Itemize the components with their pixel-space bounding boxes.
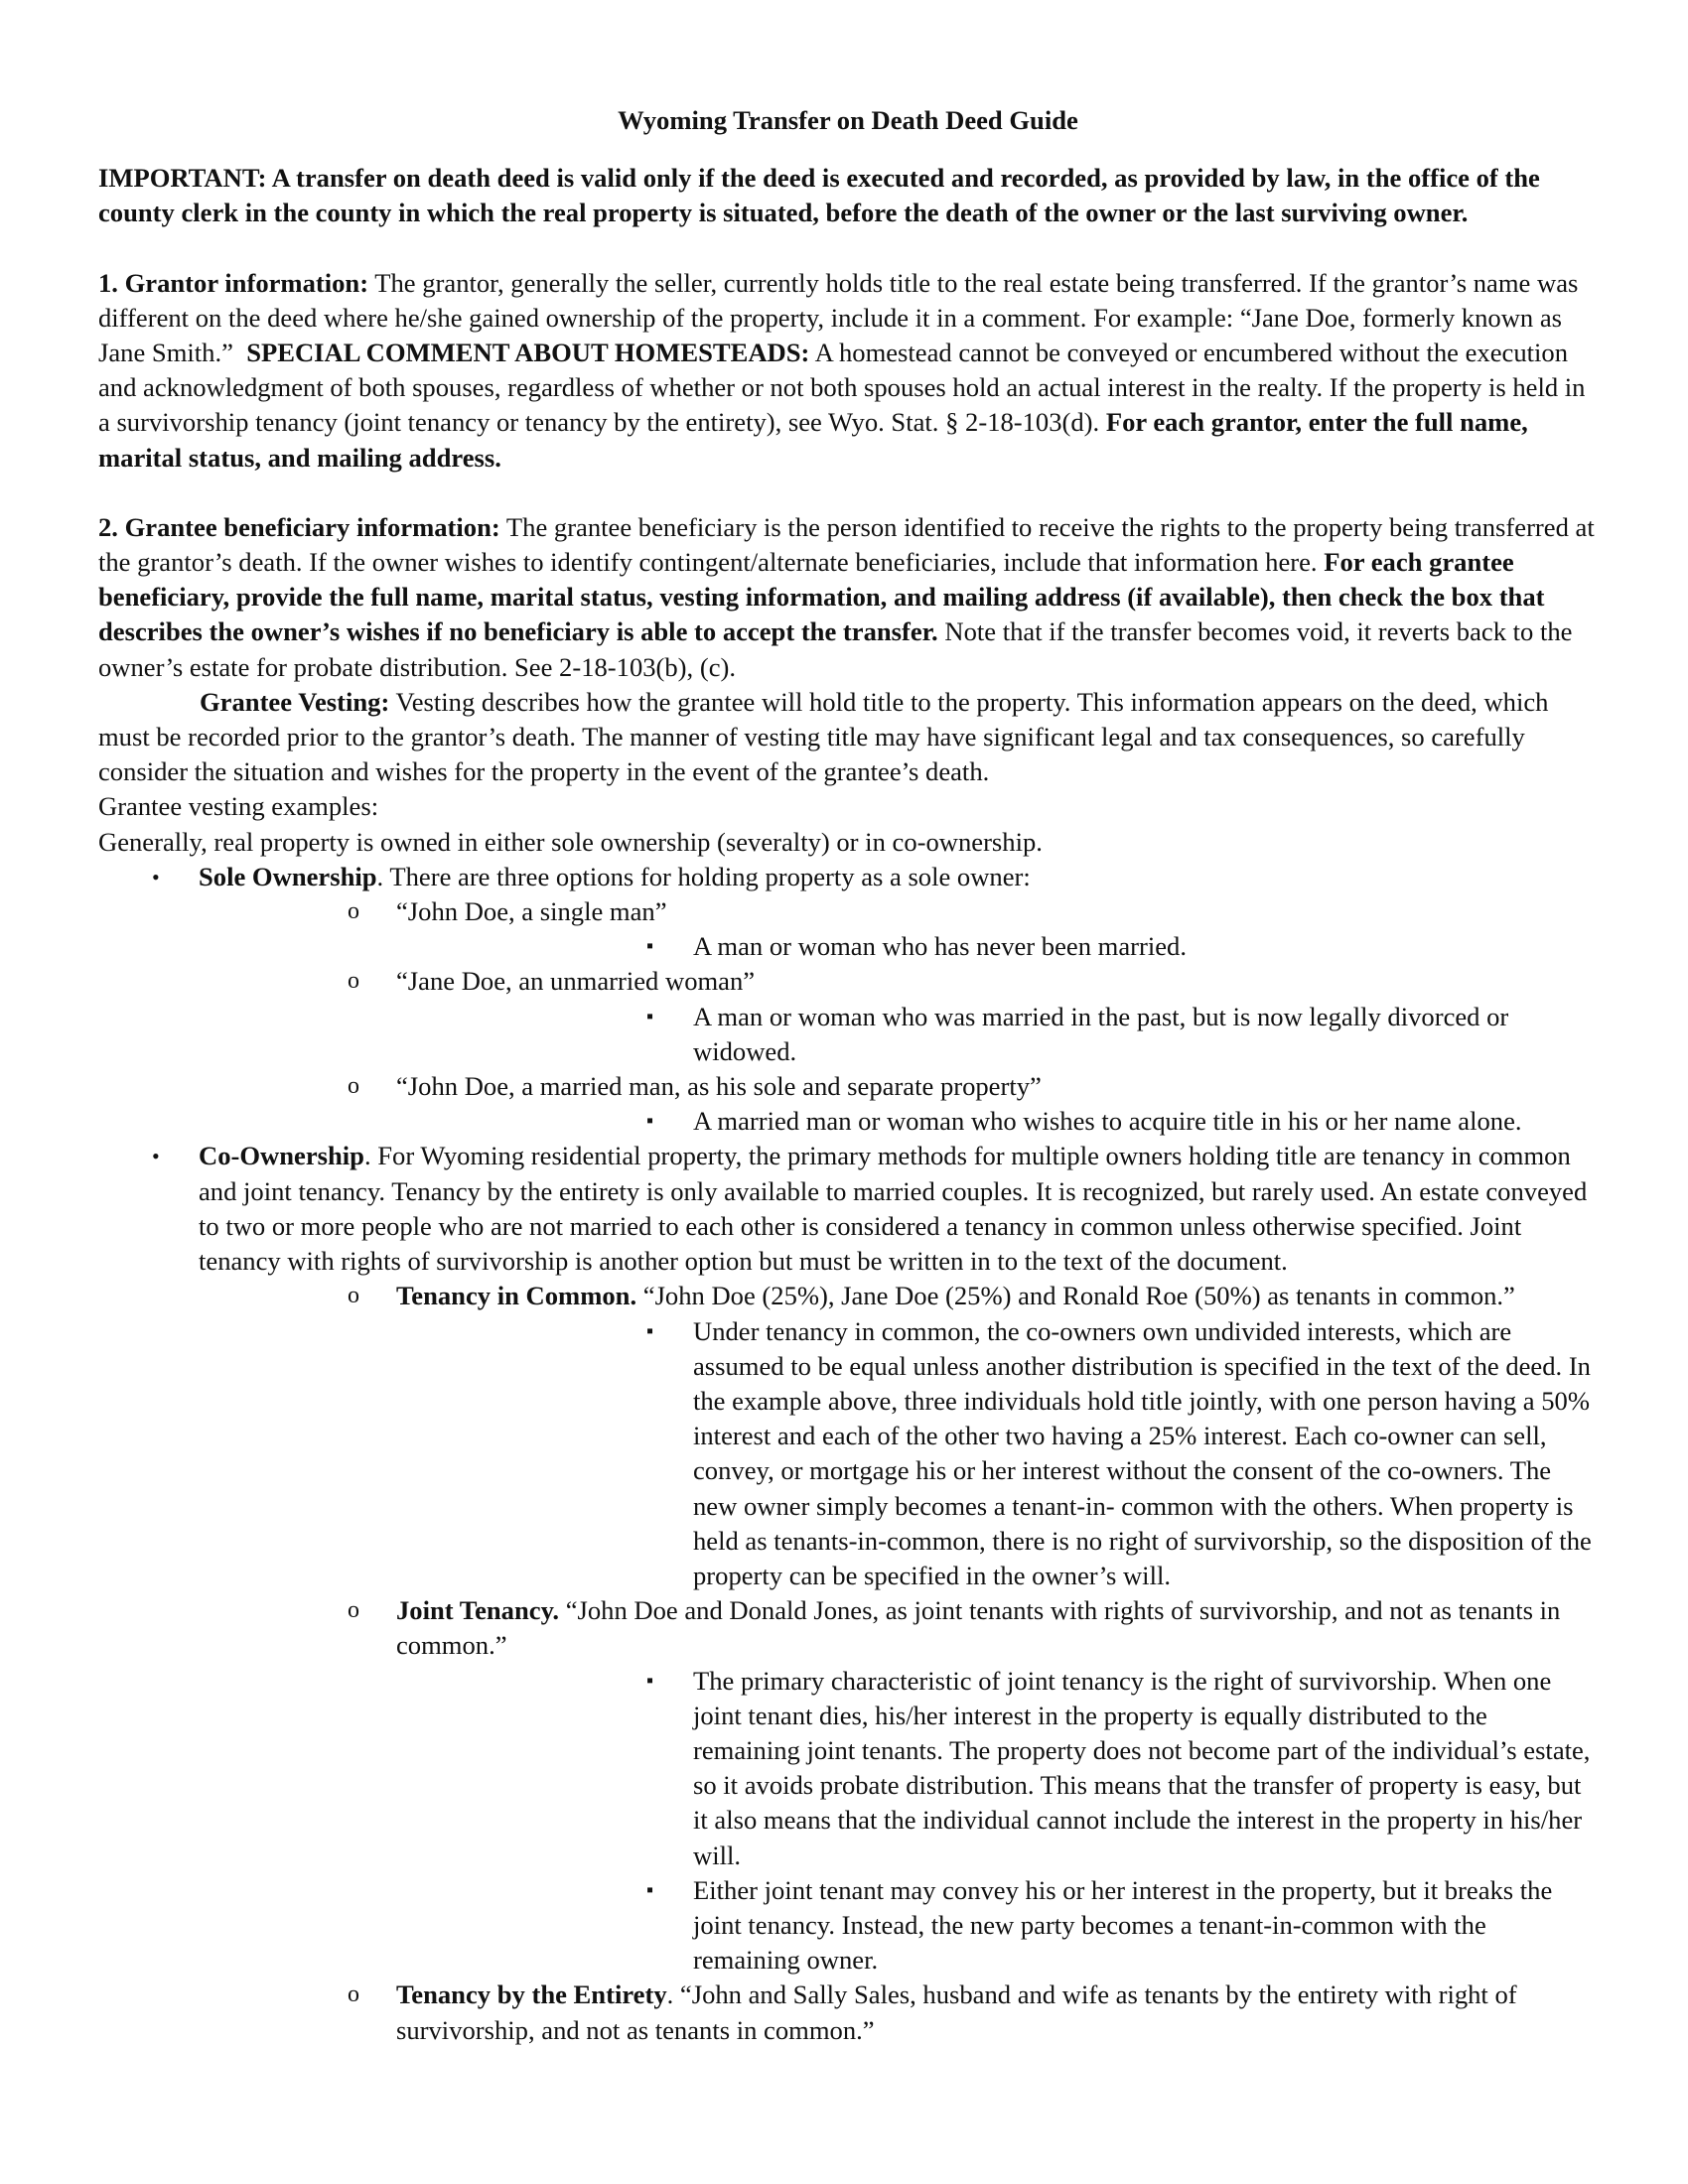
bullet-icon: •	[152, 1144, 160, 1169]
circle-bullet-icon: o	[348, 1597, 359, 1624]
circle-bullet-icon: o	[348, 1981, 359, 2008]
list-item-co-ownership	[98, 1139, 1598, 2047]
co-ownership-options	[199, 1279, 1598, 2047]
grantee-void-note: Note that if the transfer becomes void, it reverts back to the owner’s estate for probate distribution. See 2-18-103(b), (c).	[98, 616, 1573, 682]
list-item	[396, 1000, 1598, 1069]
list-item	[199, 964, 1598, 1069]
sole-ownership-text: . There are three options for holding property as a sole owner:	[376, 861, 1031, 891]
list-item	[396, 1873, 1598, 1979]
joint-tenancy-label: Joint Tenancy.	[396, 1595, 560, 1626]
co-ownership-label: Co-Ownership	[199, 1141, 364, 1171]
joint-tenancy-description: The primary characteristic of joint tenancy is the right of survivorship. When one joint tenant dies, his/her interest in the property is equally distributed to the remaining joint tenants. The property does not become part of the individual’s estate, so it avoids probate distribution. This means that the transfer of property is easy, but it also means that the individual cannot include the interest in the property in his/her will.	[693, 1665, 1591, 1870]
grantee-instruction: For each grantee beneficiary, provide the full name, marital status, vesting information, and mailing address (if available), then check the box that describes the owner’s wishes if no beneficiary is able to accept the transfer.	[98, 547, 1545, 647]
list-item-sole-ownership	[98, 860, 1598, 1140]
list-item	[396, 1314, 1598, 1594]
document-page	[98, 103, 1598, 2048]
tenancy-in-common-quote: “John Doe (25%), Jane Doe (25%) and Ronald Roe (50%) as tenants in common.”	[642, 1281, 1515, 1311]
sole-ownership-options	[199, 894, 1598, 1139]
ownership-general-text: Generally, real property is owned in either sole ownership (severalty) or in co-ownership.	[98, 826, 1043, 857]
homestead-text: A homestead cannot be conveyed or encumbered without the execution and acknowledgment of both spouses, regardless of whether or not both spouses hold an actual interest in the realty. If the property is held in a survivorship tenancy (joint tenancy or tenancy by the entirety), see Wyo. Stat. § 2-18-103(d).	[98, 338, 1586, 438]
square-bullet-icon: ▪	[646, 1878, 654, 1901]
section-grantor-information	[98, 266, 1598, 476]
option-quote: “John Doe, a single man”	[396, 896, 667, 927]
list-item	[396, 1664, 1598, 1873]
list-item-tenancy-in-common	[199, 1279, 1598, 1593]
list-item-joint-tenancy	[199, 1593, 1598, 1978]
ownership-list	[98, 860, 1598, 2048]
square-bullet-icon: ▪	[646, 1005, 654, 1027]
circle-bullet-icon: o	[348, 1073, 359, 1100]
list-item	[199, 894, 1598, 964]
grantee-vesting-paragraph	[98, 685, 1598, 790]
vesting-text: Vesting describes how the grantee will hold title to the property. This information appears on the deed, which must be recorded prior to the grantor’s death. The manner of vesting title may have significant legal and tax consequences, so carefully consider the situation and wishes for the property in the event of the grantee’s death.	[98, 686, 1549, 787]
option-description: A man or woman who has never been married.	[693, 931, 1187, 962]
tenancy-by-entirety-quote: . “John and Sally Sales, husband and wife as tenants by the entirety with right of survivorship, and not as tenants in common.”	[396, 1979, 1517, 2045]
vesting-label: Grantee Vesting:	[200, 686, 390, 717]
tenancy-in-common-description: Under tenancy in common, the co-owners own undivided interests, which are assumed to be equal unless another distribution is specified in the text of the deed. In the example above, three individuals hold title jointly, with one person having a 50% interest and each of the other two having a 25% interest. Each co-owner can sell, convey, or mortgage his or her interest without the consent of the co-owners. The new owner simply becomes a tenant-in- common with the others. When property is held as tenants-in-common, there is no right of survivorship, so the disposition of the property can be specified in the owner’s will.	[693, 1315, 1592, 1590]
tenancy-by-entirety-label: Tenancy by the Entirety	[396, 1979, 667, 2010]
list-item	[199, 1069, 1598, 1139]
option-quote: “John Doe, a married man, as his sole and separate property”	[396, 1071, 1042, 1102]
tenancy-in-common-label: Tenancy in Common.	[396, 1281, 637, 1311]
circle-bullet-icon: o	[348, 968, 359, 995]
bullet-icon: •	[152, 864, 160, 889]
grantor-text: The grantor, generally the seller, currently holds title to the real estate being transferred. If the grantor’s name was different on the deed where he/she gained ownership of the property, include it in a comment. For example: “Jane Doe, formerly known as Jane Smith.”	[98, 267, 1579, 368]
joint-tenancy-conveyance: Either joint tenant may convey his or her interest in the property, but it breaks the joint tenancy. Instead, the new party becomes a tenant-in-common with the remaining owner.	[693, 1874, 1553, 1976]
important-notice: IMPORTANT: A transfer on death deed is valid only if the deed is executed and recorded, as provided by law, in the office of the county clerk in the county in which the real property is situated, before the death of the owner or the last surviving owner.	[98, 163, 1540, 228]
option-description: A married man or woman who wishes to acquire title in his or her name alone.	[693, 1106, 1522, 1137]
list-item	[396, 929, 1598, 964]
co-ownership-text: . For Wyoming residential property, the primary methods for multiple owners holding title are tenancy in common and joint tenancy. Tenancy by the entirety is only available to married couples. It is recognized, but rarely used. An estate conveyed to two or more people who are not married to each other is considered a tenancy in common unless otherwise specified. Joint tenancy with rights of survivorship is another option but must be written in to the text of the document.	[199, 1141, 1588, 1277]
joint-tenancy-quote: “John Doe and Donald Jones, as joint tenants with rights of survivorship, and not as tenants in common.”	[396, 1595, 1561, 1661]
grantor-label: 1. Grantor information:	[98, 267, 369, 298]
square-bullet-icon: ▪	[646, 935, 654, 958]
grantee-label: 2. Grantee beneficiary information:	[98, 511, 500, 542]
square-bullet-icon: ▪	[646, 1110, 654, 1133]
grantee-text: The grantee beneficiary is the person identified to receive the rights to the property being transferred at the grantor’s death. If the owner wishes to identify contingent/alternate beneficiaries, include that information here.	[98, 511, 1595, 578]
vesting-examples-heading: Grantee vesting examples:	[98, 791, 379, 822]
square-bullet-icon: ▪	[646, 1669, 654, 1692]
homestead-label: SPECIAL COMMENT ABOUT HOMESTEADS:	[246, 338, 810, 368]
circle-bullet-icon: o	[348, 1283, 359, 1309]
list-item	[396, 1104, 1598, 1139]
option-description: A man or woman who was married in the past, but is now legally divorced or widowed.	[693, 1001, 1509, 1066]
circle-bullet-icon: o	[348, 898, 359, 925]
section-grantee-beneficiary	[98, 510, 1598, 685]
grantor-instruction: For each grantor, enter the full name, marital status, and mailing address.	[98, 407, 1528, 473]
option-quote: “Jane Doe, an unmarried woman”	[396, 966, 756, 997]
list-item-tenancy-by-entirety	[199, 1978, 1598, 2047]
square-bullet-icon: ▪	[646, 1319, 654, 1342]
document-title: Wyoming Transfer on Death Deed Guide	[618, 105, 1078, 135]
sole-ownership-label: Sole Ownership	[199, 861, 377, 891]
